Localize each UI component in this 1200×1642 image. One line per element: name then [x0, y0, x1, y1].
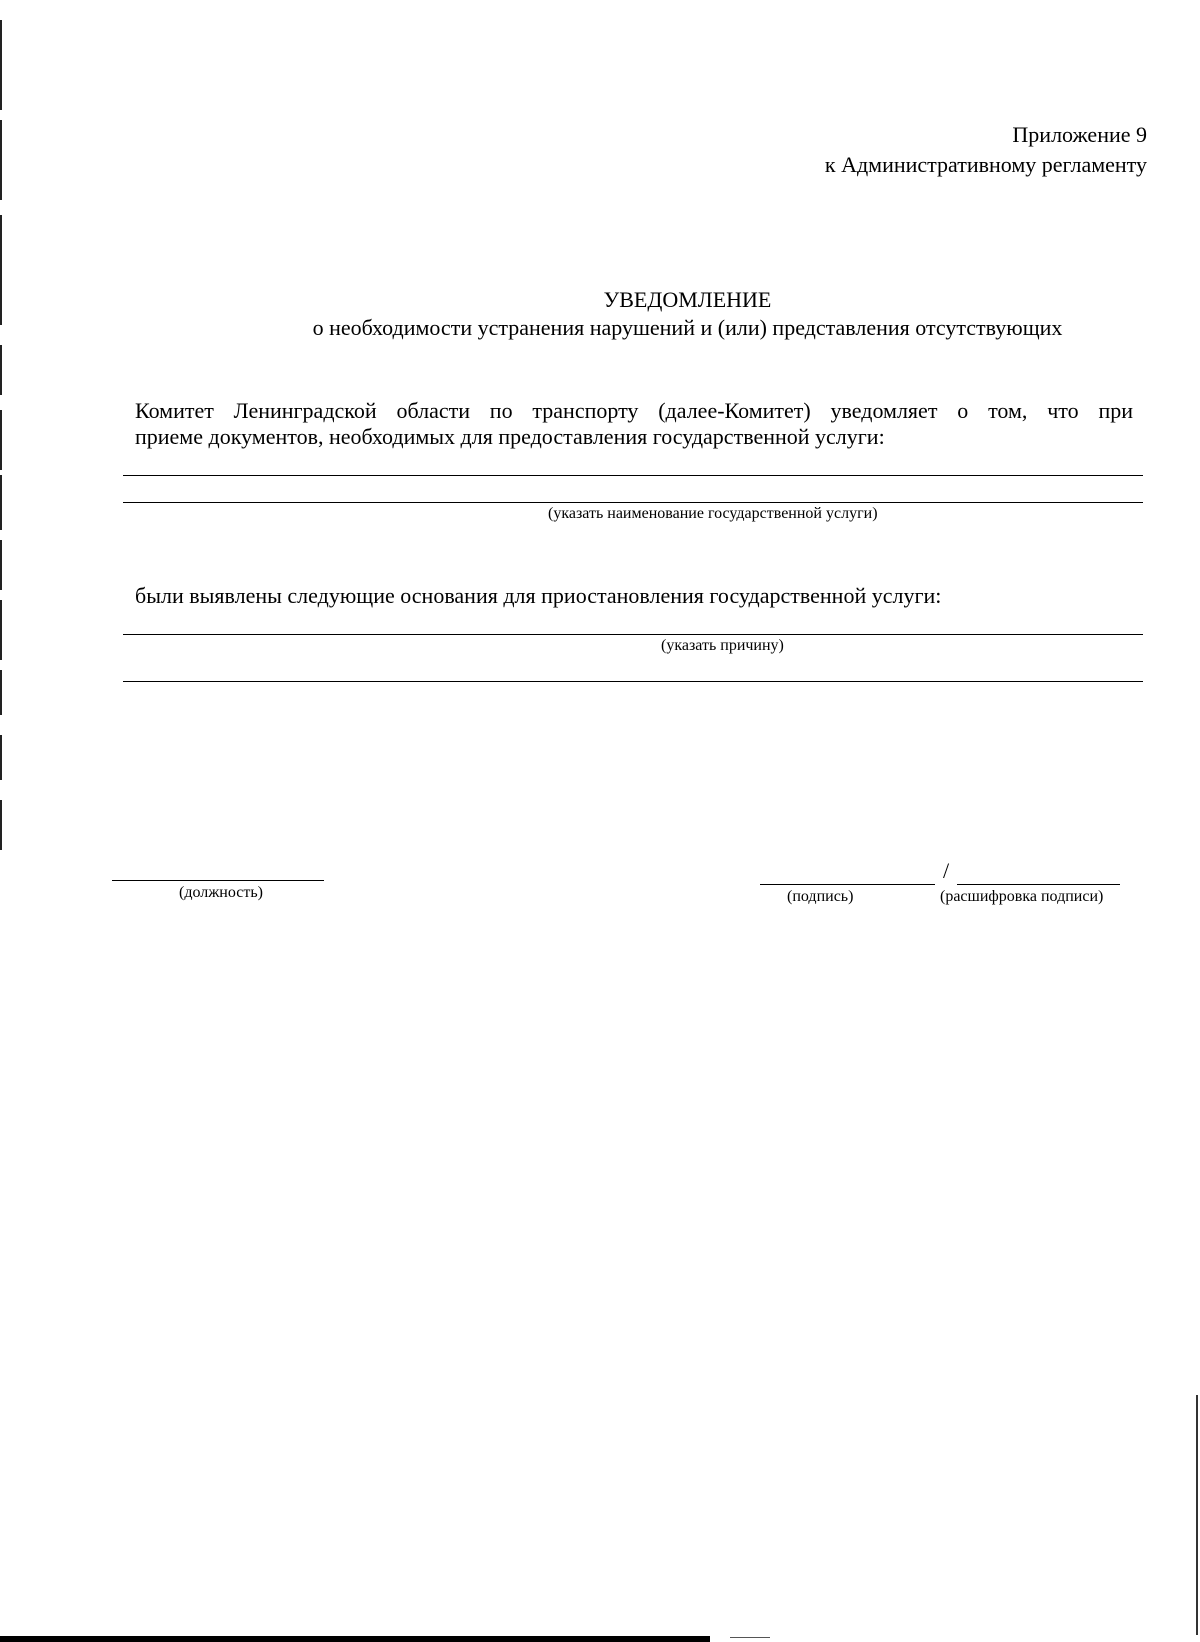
service-name-line	[123, 475, 1143, 476]
reason-line	[123, 634, 1143, 635]
signature-slash: /	[943, 858, 950, 883]
scan-edge-mark	[0, 670, 2, 715]
scan-bottom-bar	[730, 1637, 770, 1638]
reason-line	[123, 681, 1143, 682]
reasons-text: были выявлены следующие основания для приостановления государственной услуги:	[135, 583, 942, 608]
signature-caption: (подпись)	[787, 888, 854, 905]
scan-edge-mark	[0, 800, 2, 850]
scan-edge-mark	[0, 410, 2, 470]
scan-edge-mark	[1196, 1395, 1198, 1635]
scan-edge-mark	[0, 735, 2, 780]
intro-line-1: Комитет Ленинградской области по транспорту (далее-Комитет) уведомляет о том, что при	[135, 398, 1133, 423]
reason-caption: (указать причину)	[661, 637, 784, 654]
document-subtitle: о необходимости устранения нарушений и (или) представления отсутствующих	[312, 315, 1063, 340]
scan-edge-mark	[0, 120, 2, 200]
service-name-line	[123, 502, 1143, 503]
decode-line	[957, 884, 1120, 885]
service-name-caption: (указать наименование государственной услуги)	[548, 505, 878, 522]
scan-bottom-bar	[0, 1636, 710, 1642]
intro-line-2: приеме документов, необходимых для предоставления государственной услуги:	[135, 424, 885, 449]
scan-edge-mark	[0, 600, 2, 660]
appendix-reference: к Административному регламенту	[824, 152, 1147, 177]
position-caption: (должность)	[179, 884, 263, 901]
scan-edge-mark	[0, 540, 2, 590]
scan-edge-mark	[0, 20, 2, 110]
scan-edge-mark	[0, 475, 2, 530]
appendix-number: Приложение 9	[1012, 122, 1147, 147]
document-title: УВЕДОМЛЕНИЕ	[603, 287, 772, 312]
appendix-header	[825, 120, 1147, 180]
scan-edge-mark	[0, 345, 2, 395]
decode-caption: (расшифровка подписи)	[940, 888, 1104, 905]
position-line	[112, 880, 324, 881]
signature-line	[760, 884, 935, 885]
